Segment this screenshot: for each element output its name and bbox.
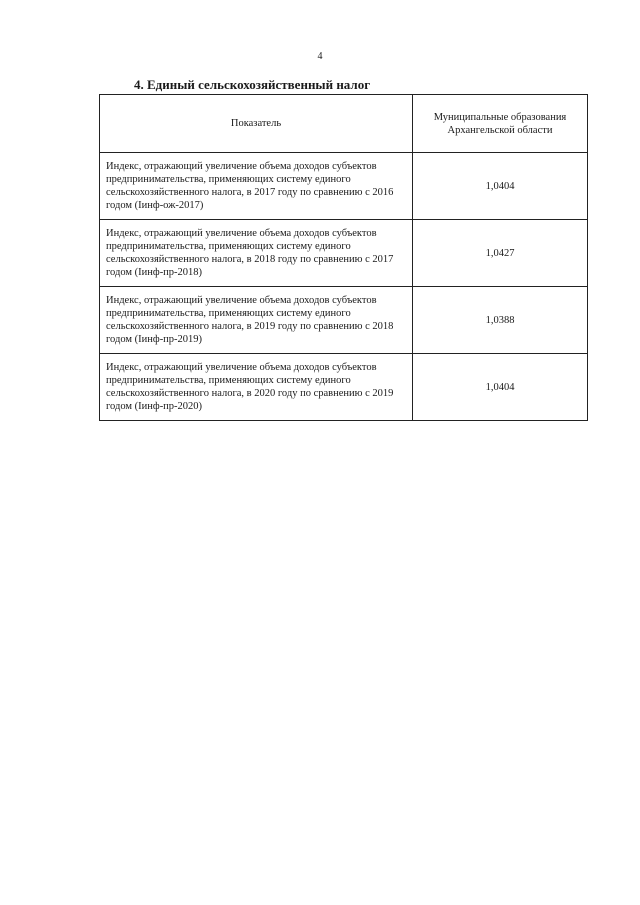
row-value: 1,0388: [413, 287, 588, 354]
row-value: 1,0427: [413, 220, 588, 287]
table-row: [100, 220, 588, 287]
row-indicator: Индекс, отражающий увеличение объема доходов субъектов предпринимательства, применяющих систему единого сельскохозяйственного налога, в 2020 году по сравнению с 2019 годом (Iинф-пр-2020): [100, 354, 413, 421]
table-row: [100, 287, 588, 354]
page-number: 4: [317, 51, 323, 62]
table-row: [100, 153, 588, 220]
section-title: 4. Единый сельскохозяйственный налог: [134, 77, 371, 92]
table-header-row: [100, 95, 588, 153]
row-indicator: Индекс, отражающий увеличение объема доходов субъектов предпринимательства, применяющих систему единого сельскохозяйственного налога, в 2017 году по сравнению с 2016 годом (Iинф-ож-2017): [100, 153, 413, 220]
row-indicator: Индекс, отражающий увеличение объема доходов субъектов предпринимательства, применяющих систему единого сельскохозяйственного налога, в 2018 году по сравнению с 2017 годом (Iинф-пр-2018): [100, 220, 413, 287]
table-row: [100, 354, 588, 421]
row-value: 1,0404: [413, 153, 588, 220]
row-indicator: Индекс, отражающий увеличение объема доходов субъектов предпринимательства, применяющих систему единого сельскохозяйственного налога, в 2019 году по сравнению с 2018 годом (Iинф-пр-2019): [100, 287, 413, 354]
row-value: 1,0404: [413, 354, 588, 421]
header-indicator: Показатель: [100, 95, 413, 153]
header-region: Муниципальные образования Архангельской области: [413, 95, 588, 153]
indicator-table: [99, 94, 588, 421]
